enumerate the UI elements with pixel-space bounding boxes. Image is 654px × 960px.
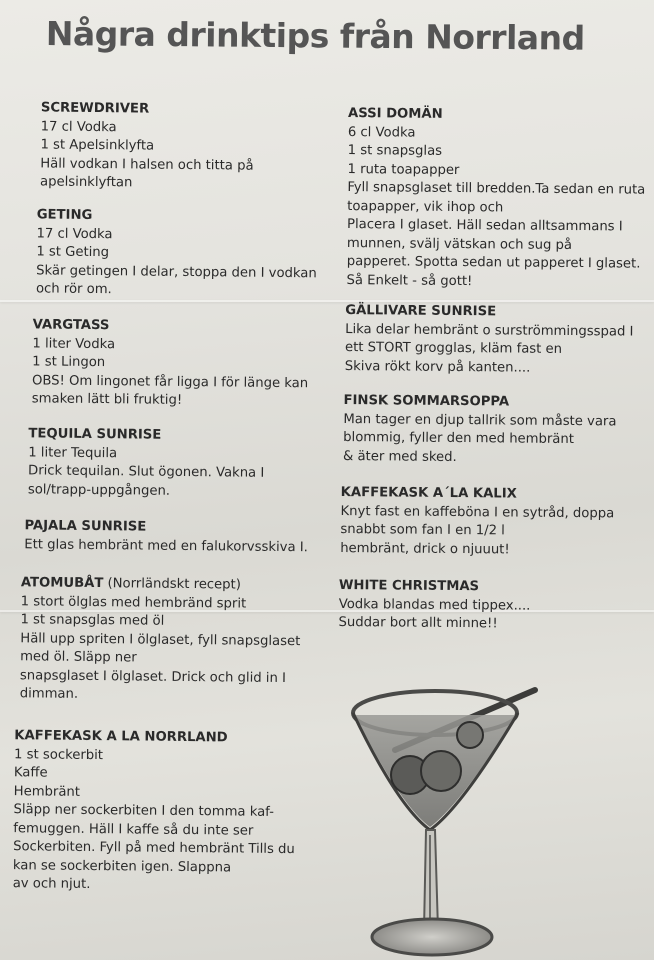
recipe-pajala-sunrise [24, 517, 308, 557]
recipe-line: 1 ruta toapapper [347, 161, 460, 178]
olive-icon [421, 751, 461, 791]
recipe-name: TEQUILA SUNRISE [28, 426, 162, 443]
recipe-note: (Norrländskt recept) [103, 576, 241, 593]
recipe-line: Vodka blandas med tippex.... [338, 596, 531, 614]
recipe-line: snapsglaset I ölglaset. Drick och glid in I [19, 667, 287, 686]
recipe-line: apelsinklyftan [40, 174, 133, 191]
recipe-name [21, 574, 301, 595]
recipe-line: 1 st sockerbit [14, 746, 104, 763]
recipe-line: 17 cl Vodka [36, 225, 113, 242]
recipe-line: av och njut. [12, 876, 91, 892]
recipe-line: Släpp ner sockerbiten I den tomma kaf- [13, 802, 274, 820]
recipe-name: VARGTASS [32, 317, 110, 334]
recipe-assi-doman [346, 105, 646, 293]
recipe-line: 6 cl Vodka [347, 124, 416, 141]
recipe-name: SCREWDRIVER [40, 100, 150, 117]
recipe-name: GÄLLIVARE SUNRISE [345, 303, 497, 320]
recipe-line: Man tager en djup tallrik som måste vara [343, 411, 617, 429]
recipe-line: Knyt fast en kaffeböna I en sytråd, doppa [340, 503, 615, 521]
recipe-vargtass [32, 316, 309, 411]
recipe-line: kan se sockerbiten igen. Slappna [12, 857, 232, 875]
recipe-line: ett STORT grogglas, kläm fast en [344, 340, 563, 357]
recipe-line: blommig, fyller den med hembränt [343, 430, 575, 448]
recipe-line: Hembränt [13, 783, 81, 800]
recipe-line: 1 liter Tequila [28, 444, 118, 461]
recipe-line: 17 cl Vodka [40, 118, 117, 135]
recipe-line: papperet. Spotta sedan ut papperet I glaset. [346, 254, 641, 272]
recipe-name: KAFFEKASK A LA NORRLAND [14, 728, 228, 746]
recipe-line: med öl. Släpp ner [20, 649, 137, 666]
recipe-geting [36, 206, 318, 301]
recipe-line: Sockerbiten. Fyll på med hembränt Tills du [13, 839, 295, 858]
recipe-kaffekask-norrland [13, 727, 296, 896]
glass-base [372, 919, 492, 955]
recipe-line: OBS! Om lingonet får ligga I för länge kan [31, 372, 309, 391]
recipe-line: Häll upp spriten I ölglaset, fyll snapsglaset [20, 630, 301, 649]
recipe-name: WHITE CHRISTMAS [338, 577, 480, 595]
recipe-line: & äter med sked. [342, 448, 457, 465]
recipe-white-christmas [338, 577, 530, 634]
recipe-name-text: ATOMUBÅT [20, 575, 104, 592]
recipe-line: 1 st Geting [36, 244, 110, 261]
recipe-line: 1 st Lingon [32, 354, 106, 371]
recipe-line: smaken lätt bli fruktig! [31, 391, 183, 408]
recipe-line: 1 st snapsglas med öl [20, 612, 165, 629]
recipe-line: dimman. [19, 686, 79, 702]
recipe-line: Suddar bort allt minne!! [338, 614, 498, 632]
recipe-line: femuggen. Häll I kaffe så du inte ser [13, 820, 254, 839]
recipe-line: Fyll snapsglaset till bredden.Ta sedan en ruta [347, 180, 646, 198]
page-title: Några drinktips från Norrland [45, 14, 585, 58]
recipe-line: Så Enkelt - så gott! [346, 272, 473, 289]
recipe-line: Skär getingen I delar, stoppa den I vodkan [36, 262, 317, 281]
recipe-line: och rör om. [35, 281, 112, 298]
recipe-tequila-sunrise [28, 425, 265, 501]
recipe-kaffekask-kalix [340, 484, 614, 560]
recipe-line: 1 st snapsglas [347, 143, 443, 159]
recipe-line: toapapper, vik ihop och [347, 198, 504, 215]
recipe-gallivare-sunrise [345, 302, 634, 379]
recipe-line: munnen, svälj vätskan och sug på [346, 235, 573, 253]
recipe-line: Lika delar hembränt o surströmmingsspad I [345, 321, 634, 340]
recipe-line: 1 liter Vodka [32, 335, 116, 352]
recipe-name: PAJALA SUNRISE [24, 518, 147, 535]
recipe-finsk-sommarsoppa [343, 392, 617, 468]
recipe-line: Ett glas hembränt med en falukorvsskiva I. [24, 536, 308, 555]
recipe-name: FINSK SOMMARSOPPA [343, 393, 510, 410]
recipe-line: 1 st Apelsinklyfta [40, 137, 155, 154]
recipe-atomubat [20, 574, 301, 706]
recipe-line: Kaffe [13, 765, 48, 781]
recipe-line: Skiva rökt korv på kanten.... [344, 358, 531, 376]
recipe-name: GETING [36, 207, 93, 223]
recipe-name: ASSI DOMÄN [347, 106, 443, 122]
recipe-line: Drick tequilan. Slut ögonen. Vakna I [27, 463, 265, 481]
recipe-line: snabbt som fan I en 1/2 l [340, 521, 505, 539]
recipe-line: Placera I glaset. Häll sedan alltsammans I [346, 217, 623, 235]
recipe-screwdriver [40, 99, 254, 194]
recipe-line: 1 stort ölglas med hembränd sprit [20, 593, 247, 612]
recipe-line: sol/trapp-uppgången. [27, 481, 171, 499]
recipe-name: KAFFEKASK A´LA KALIX [340, 484, 517, 502]
olive-icon [457, 722, 483, 748]
recipe-line: hembränt, drick o njuuut! [340, 540, 510, 557]
paper-fold [0, 300, 654, 302]
recipe-line: Häll vodkan I halsen och titta på [40, 155, 254, 174]
martini-glass-illustration [340, 675, 580, 960]
